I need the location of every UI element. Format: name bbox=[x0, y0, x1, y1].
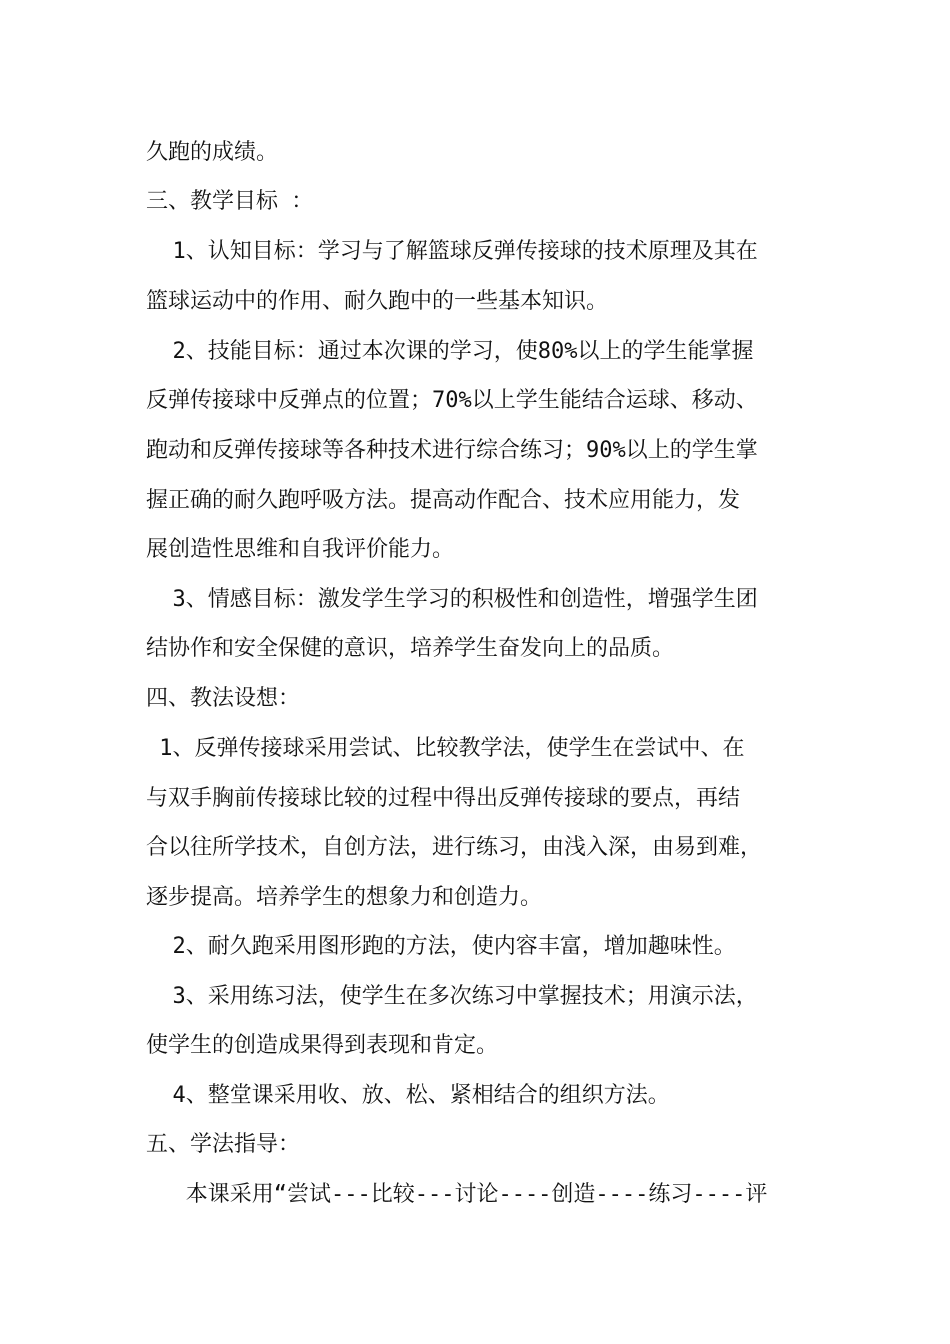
text-line: 2、耐久跑采用图形跑的方法，使内容丰富，增加趣味性。 bbox=[146, 934, 736, 959]
section-heading: 四、教法设想： bbox=[146, 686, 301, 711]
text-line: 3、情感目标：激发学生学习的积极性和创造性，增强学生团 bbox=[146, 587, 758, 612]
text-line: 与双手胸前传接球比较的过程中得出反弹传接球的要点，再结 bbox=[146, 786, 741, 811]
text-line: 久跑的成绩。 bbox=[146, 140, 279, 165]
text-line: 跑动和反弹传接球等各种技术进行综合练习；90%以上的学生掌 bbox=[146, 438, 758, 463]
text-line: 4、整堂课采用收、放、松、紧相结合的组织方法。 bbox=[146, 1083, 670, 1108]
text-line: 1、反弹传接球采用尝试、比较教学法，使学生在尝试中、在 bbox=[146, 736, 745, 761]
text-line: 3、采用练习法，使学生在多次练习中掌握技术；用演示法， bbox=[146, 984, 758, 1009]
text-line: 使学生的创造成果得到表现和肯定。 bbox=[146, 1033, 499, 1058]
text-line: 反弹传接球中反弹点的位置；70%以上学生能结合运球、移动、 bbox=[146, 388, 758, 413]
text-line: 握正确的耐久跑呼吸方法。提高动作配合、技术应用能力，发 bbox=[146, 488, 741, 513]
text-line: 逐步提高。培养学生的想象力和创造力。 bbox=[146, 885, 543, 910]
text-line: 结协作和安全保健的意识，培养学生奋发向上的品质。 bbox=[146, 636, 675, 661]
text-line: 2、技能目标：通过本次课的学习，使80%以上的学生能掌握 bbox=[146, 339, 754, 364]
text-line: 展创造性思维和自我评价能力。 bbox=[146, 537, 455, 562]
text-line: 篮球运动中的作用、耐久跑中的一些基本知识。 bbox=[146, 289, 609, 314]
section-heading: 三、教学目标 ： bbox=[146, 189, 314, 214]
text-line: 1、认知目标：学习与了解篮球反弹传接球的技术原理及其在 bbox=[146, 239, 758, 264]
text-line: 合以往所学技术，自创方法，进行练习，由浅入深，由易到难， bbox=[146, 835, 763, 860]
text-line: 本课采用“尝试---比较---讨论----创造----练习----评 bbox=[146, 1182, 768, 1207]
section-heading: 五、学法指导： bbox=[146, 1132, 301, 1157]
